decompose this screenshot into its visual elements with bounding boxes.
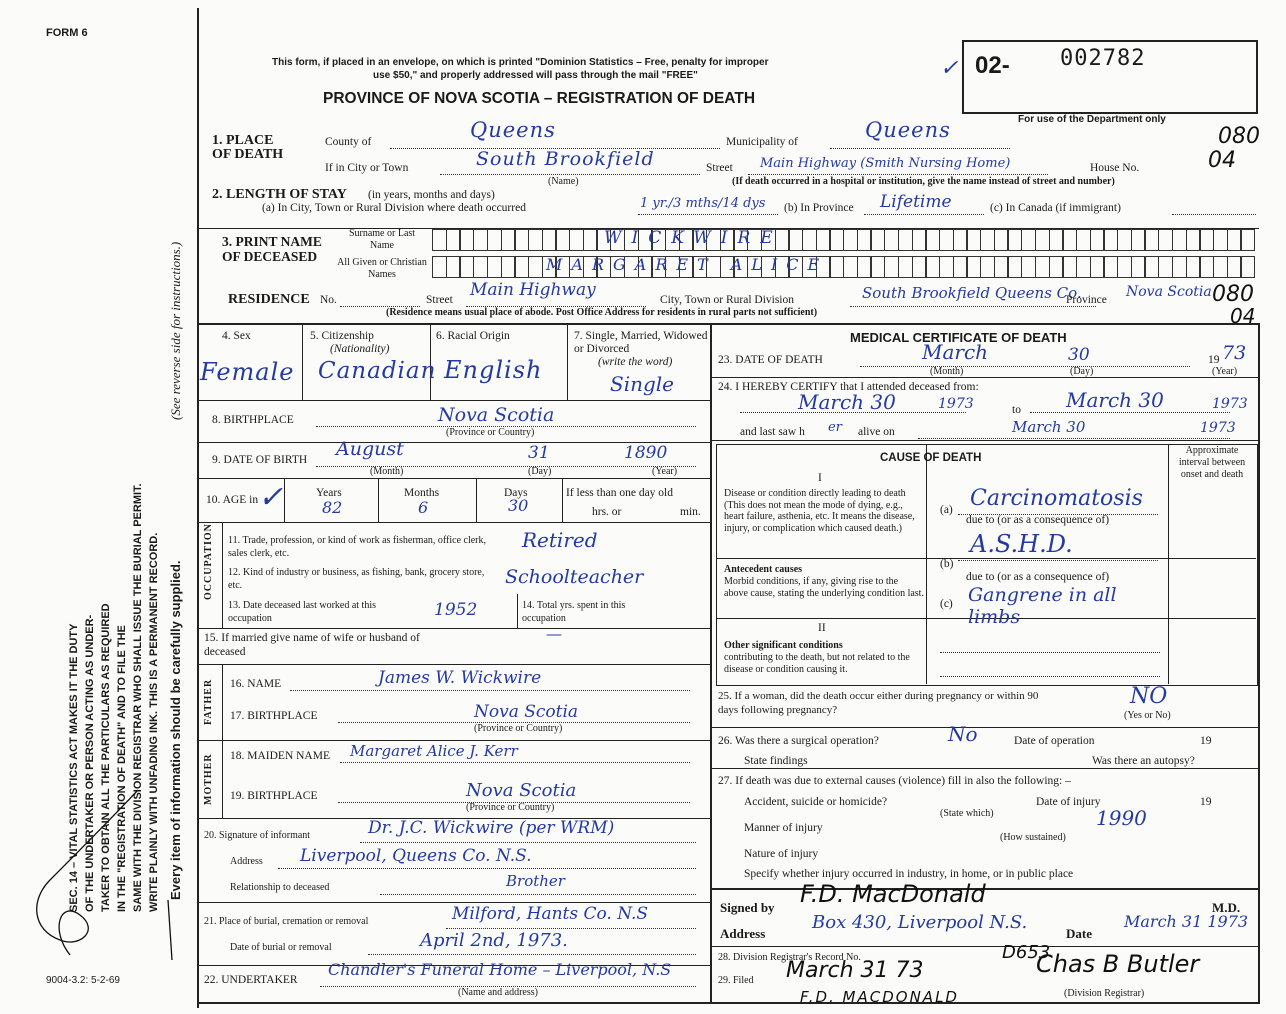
informant-line	[360, 842, 696, 843]
racial-label: 6. Racial Origin	[436, 330, 510, 342]
due-to-b-label: due to (or as a consequence of)	[966, 571, 1110, 583]
dob-month-caption: (Month)	[370, 466, 404, 477]
municipality-code: 080	[1218, 124, 1260, 149]
grid-line	[197, 664, 710, 665]
father-name-line	[290, 690, 690, 691]
surname-label: Surname or Last Name	[348, 228, 416, 251]
grid-line	[197, 628, 710, 629]
undertaker-label: 22. UNDERTAKER	[204, 974, 298, 986]
grid-line	[222, 522, 223, 628]
medical-cert-heading: MEDICAL CERTIFICATE OF DEATH	[850, 330, 1067, 345]
stay-b-label: (b) In Province	[784, 202, 854, 214]
form-code: 9004-3.2: 5-2-69	[46, 975, 120, 986]
marital-label: 7. Single, Married, Widowed or Divorced	[574, 330, 708, 355]
father-birthplace-caption: (Province or Country)	[474, 723, 563, 734]
res-code1: 080	[1212, 282, 1254, 307]
burial-place-line	[446, 928, 696, 929]
cause-b-line	[958, 560, 1158, 561]
grid-line	[712, 768, 1258, 769]
surgical-answer: No	[948, 722, 978, 746]
last-saw-label: and last saw h	[740, 426, 805, 438]
yes-no-caption: (Yes or No)	[1124, 710, 1171, 721]
relationship-value: Brother	[506, 872, 565, 890]
dob-month-value: August	[336, 438, 404, 460]
state-which-caption: (State which)	[940, 808, 994, 819]
side-text-line3: TAKER TO OBTAIN ALL THE PARTICULARS AS REQUIRED	[100, 603, 112, 912]
div-record-value: D653	[1002, 942, 1051, 963]
cause-heading: CAUSE OF DEATH	[880, 452, 982, 464]
age-days-value: 30	[508, 496, 529, 515]
father-birthplace-label: 17. BIRTHPLACE	[230, 710, 318, 722]
age-days-label: Days	[504, 487, 528, 499]
woman-answer: NO	[1130, 684, 1168, 709]
last-worked-label: 13. Date deceased last worked at this occupation	[228, 600, 377, 624]
maiden-name-label: 18. MAIDEN NAME	[230, 750, 330, 762]
given-label: All Given or Christian Names	[337, 257, 427, 280]
interval-heading: Approximate interval between onset and death	[1178, 445, 1246, 480]
due-to-a-label: due to (or as a consequence of)	[966, 514, 1110, 526]
burial-date-line	[368, 954, 696, 955]
div-record-label: 28. Division Registrar's Record No.	[718, 952, 861, 963]
grid-line	[712, 727, 1258, 728]
total-years-value: —	[546, 624, 562, 643]
less-than-day-label: If less than one day old	[566, 487, 673, 499]
occupation-side-label: OCCUPATION	[203, 523, 214, 600]
marital-value: Single	[610, 372, 675, 396]
manner-code: 1990	[1096, 806, 1147, 830]
date-death-line	[860, 366, 1190, 367]
grid-line	[1168, 444, 1169, 684]
grid-line	[302, 323, 303, 400]
place-of-death-label: 1. PLACE OF DEATH	[212, 133, 284, 162]
industry-label: 12. Kind of industry or business, as fishing, bank, grocery store, etc.	[228, 567, 485, 591]
dob-year-value: 1890	[624, 443, 668, 463]
grid-line	[197, 400, 710, 401]
last-saw-pronoun: er	[828, 420, 842, 435]
racial-value: English	[444, 356, 543, 384]
res-city-label: City, Town or Rural Division	[660, 294, 795, 306]
undertaker-caption: (Name and address)	[458, 987, 538, 998]
grid-line	[476, 478, 477, 522]
grid-line	[222, 740, 710, 741]
side-text-line6: WRITE PLAINLY WITH UNFADING INK. THIS IS A PERMANENT RECORD.	[148, 532, 160, 912]
death-day-caption: (Day)	[1070, 366, 1094, 377]
external-label: 27. If death was due to external causes (violence) fill in also the following: –	[718, 775, 1071, 787]
last-worked-value: 1952	[434, 600, 478, 620]
death-year-value: 73	[1222, 342, 1247, 364]
father-birthplace-value: Nova Scotia	[474, 702, 579, 722]
death-year-prefix: 19	[1208, 354, 1220, 366]
grid-line	[712, 440, 1258, 441]
sex-label: 4. Sex	[222, 330, 251, 342]
date-operation-label: Date of operation	[1014, 735, 1095, 747]
grid-line	[222, 664, 223, 818]
form-label: FORM 6	[46, 27, 88, 39]
attended-from-value: March 30	[798, 390, 896, 414]
reg-box-edge	[962, 40, 963, 110]
attended-to-value: March 30	[1066, 388, 1164, 412]
father-side-label: FATHER	[203, 678, 214, 725]
death-year-caption: (Year)	[1212, 366, 1238, 377]
letter-box	[1240, 229, 1255, 251]
side-text-line5: SAME WITH THE DIVISION REGISTRAR WHO SHALL ISSUE THE BURIAL PERMIT.	[132, 483, 144, 912]
dob-day-value: 31	[528, 443, 550, 463]
stay-a-line	[638, 214, 778, 215]
burial-place-value: Milford, Hants Co. N.S	[452, 904, 649, 924]
municipality-label: Municipality of	[726, 136, 798, 148]
mother-birthplace-caption: (Province or Country)	[466, 802, 555, 813]
manner-label: Manner of injury	[744, 822, 823, 834]
registrar-name: F.D. MACDONALD	[800, 988, 959, 1006]
father-name-label: 16. NAME	[230, 678, 282, 690]
cert-address-value: Box 430, Liverpool N.S.	[812, 912, 1028, 933]
age-years-value: 82	[322, 498, 343, 517]
antecedent-label: Antecedent causes	[724, 564, 803, 575]
side-text-line4: IN THE "REGISTRATION OF DEATH" AND TO FILE THE	[116, 625, 128, 912]
grid-line	[197, 478, 710, 479]
injury-year-prefix: 19	[1200, 796, 1212, 808]
stay-c-line	[1172, 214, 1256, 215]
dob-day-caption: (Day)	[528, 466, 552, 477]
cause-c-marker: (c)	[940, 598, 953, 610]
other-line-2	[940, 676, 1160, 677]
age-years-label: Years	[316, 487, 342, 499]
length-of-stay-sub: (in years, months and days)	[368, 189, 495, 201]
relationship-line	[380, 894, 696, 895]
signed-by-value: F.D. MacDonald	[800, 880, 986, 908]
side-text-line2: OF THE UNDERTAKER OR PERSON ACTING AS UNDER-	[84, 614, 96, 912]
alive-on-line	[918, 438, 1230, 439]
undertaker-value: Chandler's Funeral Home – Liverpool, N.S	[328, 960, 672, 979]
cause-a-value: Carcinomatosis	[970, 486, 1143, 511]
registrar-signature: Chas B Butler	[1036, 950, 1200, 978]
res-note: (Residence means usual place of abode. Post Office Address for residents in rural parts not sufficient)	[386, 307, 818, 318]
res-street-label: Street	[426, 294, 453, 306]
stay-a-label: (a) In City, Town or Rural Division where death occurred	[262, 202, 526, 214]
side-text-line7: Every item of information should be carefully supplied.	[168, 560, 183, 900]
form-title: PROVINCE OF NOVA SCOTIA – REGISTRATION OF DEATH	[323, 90, 756, 107]
cause-b-value: A.S.H.D.	[970, 530, 1073, 558]
form-left-border	[197, 8, 199, 1008]
street-label: Street	[706, 162, 733, 174]
grid-line	[517, 594, 518, 628]
nationality-label: (Nationality)	[330, 343, 390, 355]
industry-value: Schoolteacher	[505, 566, 644, 588]
stay-c-label: (c) In Canada (if immigrant)	[990, 202, 1121, 214]
res-city-value: South Brookfield Queens Co.	[862, 284, 1082, 302]
grid-line	[197, 902, 710, 903]
surgical-label: 26. Was there a surgical operation?	[718, 735, 879, 747]
cert-address-label: Address	[720, 926, 766, 941]
mother-side-label: MOTHER	[203, 753, 214, 805]
accident-label: Accident, suicide or homicide?	[744, 796, 888, 808]
stay-city-value: 1 yr./3 mths/14 dys	[640, 196, 766, 211]
filed-value: March 31 73	[786, 958, 924, 983]
county-value: Queens	[470, 118, 556, 142]
relationship-label: Relationship to deceased	[230, 882, 330, 893]
municipality-value: Queens	[865, 118, 951, 142]
min-label: min.	[680, 506, 701, 518]
grid-line	[712, 946, 1258, 947]
father-name-value: James W. Wickwire	[378, 668, 542, 688]
dob-label: 9. DATE OF BIRTH	[212, 454, 308, 466]
residence-label: RESIDENCE	[228, 292, 310, 307]
grid-line	[567, 323, 568, 400]
mother-birthplace-label: 19. BIRTHPLACE	[230, 790, 318, 802]
certify-label: 24. I HEREBY CERTIFY that I attended deceased from:	[718, 381, 979, 393]
informant-address-value: Liverpool, Queens Co. N.S.	[300, 846, 532, 866]
antecedent-sub: Morbid conditions, if any, giving rise to the above cause, stating the underlying condition last.	[724, 576, 924, 599]
right-border	[1258, 323, 1260, 1003]
age-check: ✓	[258, 480, 284, 515]
length-of-stay-label: 2. LENGTH OF STAY	[212, 187, 347, 202]
trade-value: Retired	[522, 528, 598, 552]
dob-year-caption: (Year)	[652, 466, 678, 477]
side-text-line1: SEC. 14 – VITAL STATISTICS ACT MAKES IT THE DUTY	[68, 623, 80, 912]
center-divider	[710, 323, 712, 1003]
signed-by-label: Signed by	[720, 900, 775, 915]
stay-b-line	[864, 214, 984, 215]
cert-date-label: Date	[1066, 926, 1092, 941]
cert-date-value: March 31 1973	[1124, 912, 1249, 931]
grid-line	[716, 558, 1256, 559]
write-word-label: (write the word)	[598, 356, 673, 368]
municipality-line	[830, 148, 1010, 149]
letter-box	[1240, 256, 1255, 278]
mail-notice-line2: use $50," and properly addressed will pass through the mail "FREE"	[373, 70, 698, 81]
stay-province-value: Lifetime	[880, 192, 952, 212]
specify-label: Specify whether injury occurred in industry, in home, or in public place	[744, 868, 1074, 880]
roman-1: I	[818, 472, 822, 484]
other-sig-label: Other significant conditions	[724, 640, 843, 651]
informant-value: Dr. J.C. Wickwire (per WRM)	[368, 818, 615, 838]
informant-address-label: Address	[230, 856, 263, 867]
state-findings-label: State findings	[744, 755, 808, 767]
res-province-label: Province	[1066, 294, 1107, 306]
age-label: 10. AGE in	[206, 494, 259, 506]
res-code2: 04	[1230, 304, 1256, 328]
divider-section-top	[197, 323, 1259, 325]
hrs-or-label: hrs. or	[592, 506, 622, 518]
nature-label: Nature of injury	[744, 848, 819, 860]
roman-2: II	[818, 622, 826, 634]
grid-line	[197, 522, 710, 523]
mail-notice-line1: This form, if placed in an envelope, on which is printed "Dominion Statistics – Free, penalty for improper	[272, 57, 769, 68]
cause-c-value: Gangrene in all limbs	[968, 584, 1117, 628]
street-line	[748, 174, 1048, 175]
to-label: to	[1012, 404, 1021, 416]
form-bottom-border	[197, 1002, 1260, 1004]
age-months-value: 6	[418, 498, 429, 517]
operation-year-prefix: 19	[1200, 735, 1212, 747]
city-line	[440, 174, 700, 175]
reg-prefix: 02-	[975, 52, 1010, 79]
informant-label: 20. Signature of informant	[204, 830, 311, 841]
reg-number: 002782	[1060, 46, 1146, 71]
disease-label: Disease or condition directly leading to death (This does not mean the mode of dying, e.g., heart failure, asthenia, etc. It means the disease, injury, or complication which caused death.)	[724, 488, 915, 534]
alive-on-label: alive on	[858, 426, 895, 438]
burial-place-label: 21. Place of burial, cremation or removal	[204, 916, 369, 927]
house-no-label: House No.	[1090, 162, 1140, 174]
city-label: If in City or Town	[325, 162, 409, 174]
grid-line	[926, 444, 927, 684]
alive-year-value: 1973	[1200, 420, 1236, 436]
city-value: South Brookfield	[476, 148, 655, 170]
death-day-value: 30	[1068, 345, 1090, 365]
to-line	[1030, 412, 1230, 413]
city-name-caption: (Name)	[548, 176, 579, 187]
death-month-caption: (Month)	[930, 366, 964, 377]
trade-label: 11. Trade, profession, or kind of work as fisherman, office clerk, sales clerk, etc.	[228, 535, 486, 559]
date-death-label: 23. DATE OF DEATH	[718, 354, 823, 366]
grid-line	[284, 478, 285, 522]
attended-to-year: 1973	[1212, 396, 1248, 412]
other-sig-sub: contributing to the death, but not related to the disease or condition causing it.	[724, 652, 910, 675]
md-label: M.D.	[1212, 900, 1241, 915]
birthplace-value: Nova Scotia	[438, 404, 555, 426]
burial-date-label: Date of burial or removal	[230, 942, 332, 953]
cause-a-marker: (a)	[940, 504, 953, 516]
age-months-label: Months	[404, 487, 440, 499]
death-month-value: March	[922, 340, 989, 364]
cause-b-marker: (b)	[940, 558, 954, 570]
res-province-value: Nova Scotia	[1126, 284, 1212, 300]
other-line-1	[940, 652, 1160, 653]
date-injury-label: Date of injury	[1036, 796, 1101, 808]
house-code: 04	[1208, 148, 1236, 173]
check-mark: ✓	[940, 56, 959, 81]
birthplace-caption: (Province or Country)	[446, 427, 535, 438]
total-years-label: 14. Total yrs. spent in this occupation	[522, 600, 626, 624]
sex-value: Female	[200, 358, 295, 386]
mother-birthplace-value: Nova Scotia	[466, 780, 577, 801]
dept-use-note: For use of the Department only	[1018, 114, 1166, 125]
print-name-label: 3. PRINT NAME OF DECEASED	[222, 234, 322, 264]
birthplace-label: 8. BIRTHPLACE	[212, 414, 294, 426]
side-text-line8: (See reverse side for instructions.)	[168, 241, 183, 420]
how-sustained-caption: (How sustained)	[1000, 832, 1066, 843]
burial-date-value: April 2nd, 1973.	[420, 930, 568, 951]
alive-on-value: March 30	[1012, 418, 1086, 436]
attended-from-year: 1973	[938, 396, 974, 412]
div-registrar-caption: (Division Registrar)	[1064, 988, 1145, 999]
grid-line	[562, 478, 563, 522]
grid-line	[378, 478, 379, 522]
filed-label: 29. Filed	[718, 975, 754, 986]
surname-value: WICKWIRE	[604, 228, 783, 248]
woman-question: 25. If a woman, did the death occur either during pregnancy or within 90 days following pregnancy?	[718, 690, 1039, 716]
spouse-label: 15. If married give name of wife or husband of deceased	[204, 632, 420, 658]
res-city-line	[850, 306, 1096, 307]
res-no-label: No.	[320, 294, 337, 306]
county-label: County of	[325, 136, 372, 148]
citizenship-value: Canadian	[318, 358, 437, 384]
autopsy-label: Was there an autopsy?	[1092, 755, 1195, 767]
citizenship-label: 5. Citizenship	[310, 330, 374, 342]
maiden-name-line	[340, 762, 690, 763]
given-value: MARGARET ALICE	[546, 255, 829, 274]
street-value: Main Highway (Smith Nursing Home)	[760, 156, 1011, 171]
mother-maiden-value: Margaret Alice J. Kerr	[350, 742, 518, 760]
grid-line	[712, 377, 1258, 378]
informant-address-line	[278, 868, 696, 869]
margin-scribble	[20, 780, 190, 980]
res-street-value: Main Highway	[470, 280, 596, 300]
hospital-note: (If death occurred in a hospital or institution, give the name instead of street and number)	[732, 176, 1115, 187]
